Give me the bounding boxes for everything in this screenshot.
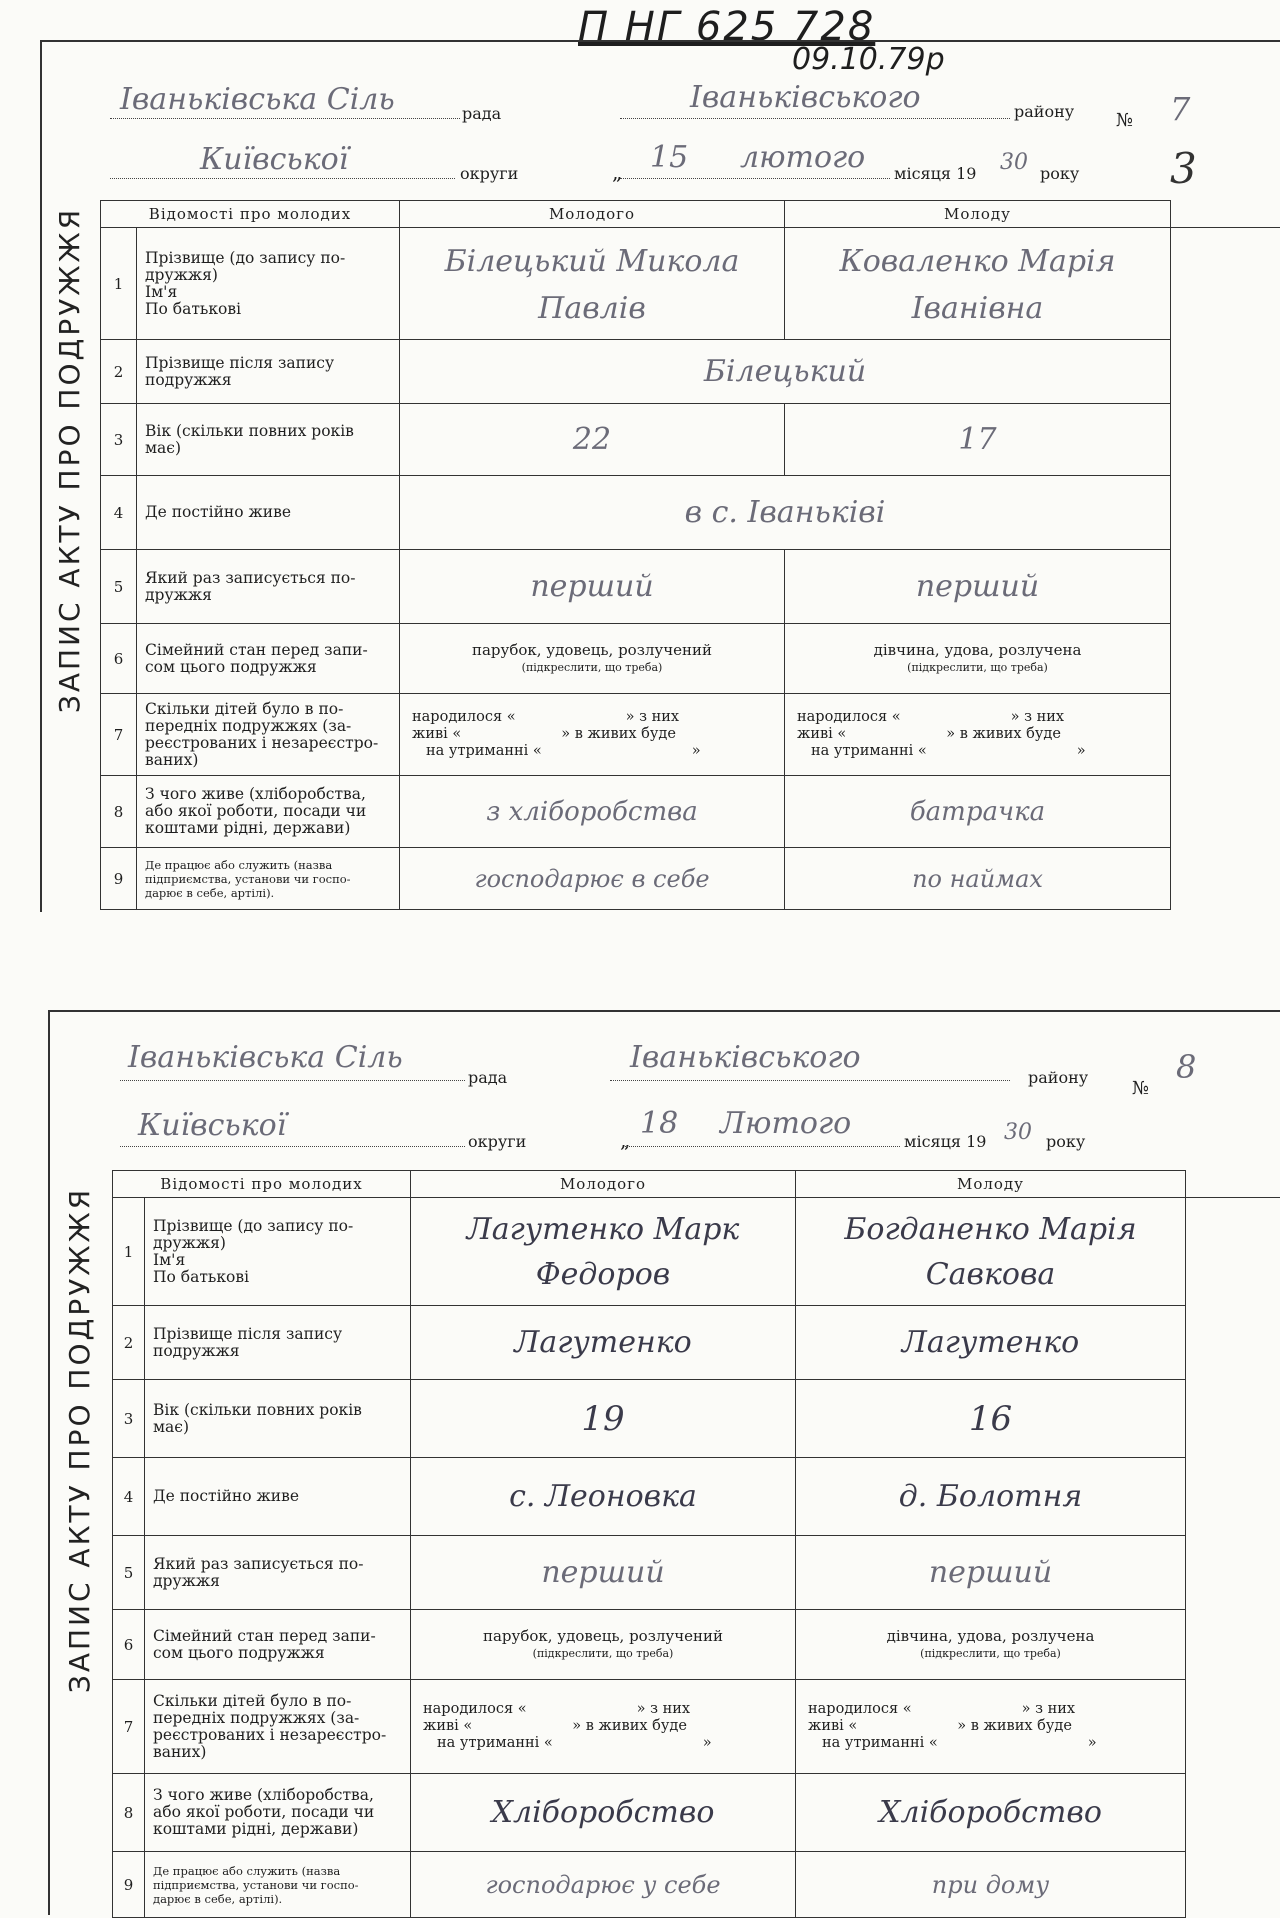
row-label: Вік (скільки повних років має) xyxy=(137,404,400,476)
table-header-row xyxy=(101,201,1280,228)
row-label: Скільки дітей було в по- передніх подружжях (за- реєстрованих і незареєстро- ваних) xyxy=(145,1680,411,1774)
groom-cell: народилося « » з них живі « » в живих буде на утриманні « » xyxy=(411,1680,796,1774)
groom-cell: господарює в себе xyxy=(400,848,785,910)
number-value: 7 xyxy=(1170,90,1190,128)
year-label: року xyxy=(1046,1132,1085,1151)
table-row: 5 Який раз записується по- дружжя перший перший xyxy=(113,1536,1280,1610)
marriage-table xyxy=(112,1170,1280,1918)
table-row: 6 Сімейний стан перед запи- сом цього подружжя парубок, удовець, розлучений (підкреслити, що треба) дівчина, удова, розлучена (підкреслити, що треба) xyxy=(113,1610,1280,1680)
number-sub: 3 xyxy=(1170,144,1197,193)
table-row: 8 З чого живе (хліборобства, або якої роботи, посади чи коштами рідні, держави) з хліборобства батрачка xyxy=(101,776,1280,848)
table-row: 9 Де працює або служить (назва підприємства, установи чи госпо- дарює в себе, артілі). господарює у себе при дому xyxy=(113,1852,1280,1918)
bride-cell: Лагутенко xyxy=(796,1306,1186,1380)
column-header-bride: Молоду xyxy=(785,201,1171,228)
marriage-record-form-1: ЗАПИС АКТУ ПРО ПОДРУЖЖЯ Іваньківська Сіль рада Іваньківського району № 7 3 Київської округи „ 15 лютого місяця 19 30 року Відомості про молодих Молодого Молоду 1 Прізвище (до запису по- дружжя) Ім'я По батькові Білецький Микола Павлів Коваленко Марія Іванівна 2 Прізвище після запису подружжя Білецький 3 Вік (скільки повних років має) 22 17 4 Де постійно живе в с. Іваньківі 5 Який раз записується по- дружжя перший перший 6 Сімейний стан перед запи- сом цього подружжя парубок, удовець, розлучений (підкреслити, що треба) дівчина, удова, розлучена (підкреслити, що треба) 7 Скільки дітей було в по- передніх подружжях (за- реєстрованих і незареєстро- ваних) народилося « » з них живі « » в живих буде на утриманні « » народилося « » з них живі « » в живих буде на утриманні « » 8 З чого живе (хліборобства, або якої роботи, посади чи коштами рідні, держави) з хліборобства батрачка 9 Де працює або служить (назва підприємства, установи чи госпо- дарює в себе, артілі). господарює в себе по наймах xyxy=(0,0,1280,930)
bride-cell xyxy=(796,1198,1186,1306)
column-header-info: Відомості про молодих xyxy=(101,201,400,228)
okruha-label: округи xyxy=(460,164,518,183)
bride-cell xyxy=(785,228,1171,340)
okruha-value: Київської xyxy=(200,142,348,177)
table-row: 5 Який раз записується по- дружжя перший перший xyxy=(101,550,1280,624)
table-row xyxy=(101,228,1280,340)
bride-cell: дівчина, удова, розлучена (підкреслити, що треба) xyxy=(796,1610,1186,1680)
day-value: 18 xyxy=(640,1106,678,1141)
row-label: Де постійно живе xyxy=(145,1458,411,1536)
raion-value: Іваньківського xyxy=(690,80,921,115)
day-value: 15 xyxy=(650,140,688,175)
groom-cell: народилося « » з них живі « » в живих буде на утриманні « » xyxy=(400,694,785,776)
groom-cell xyxy=(411,1198,796,1306)
month-label: місяця 19 xyxy=(904,1132,986,1151)
rada-value: Іваньківська Сіль xyxy=(128,1040,403,1075)
year-value: 30 xyxy=(1004,1120,1032,1145)
okruha-value: Київської xyxy=(138,1108,286,1143)
row-label: Скільки дітей було в по- передніх подружжях (за- реєстрованих і незареєстро- ваних) xyxy=(137,694,400,776)
table-row: 9 Де працює або служить (назва підприємства, установи чи госпо- дарює в себе, артілі). господарює в себе по наймах xyxy=(101,848,1280,910)
joint-surname: Білецький xyxy=(704,354,866,389)
bride-cell: при дому xyxy=(796,1852,1186,1918)
row-label: Де працює або служить (назва підприємства, установи чи госпо- дарює в себе, артілі). xyxy=(145,1852,411,1918)
groom-cell: Лагутенко xyxy=(411,1306,796,1380)
table-row: 8 З чого живе (хліборобства, або якої роботи, посади чи коштами рідні, держави) Хліборобство Хліборобство xyxy=(113,1774,1280,1852)
bride-cell: Хліборобство xyxy=(796,1774,1186,1852)
row-label: Сімейний стан перед запи- сом цього подружжя xyxy=(145,1610,411,1680)
bride-patronymic: Савкова xyxy=(796,1257,1185,1292)
raion-label: району xyxy=(1028,1068,1088,1087)
table-row: 2 Прізвище після запису подружжя Лагутенко Лагутенко xyxy=(113,1306,1280,1380)
bride-cell: батрачка xyxy=(785,776,1171,848)
bride-name: Богданенко Марія xyxy=(796,1212,1185,1247)
row-label: Вік (скільки повних років має) xyxy=(145,1380,411,1458)
table-row: 3 Вік (скільки повних років має) 19 16 xyxy=(113,1380,1280,1458)
archive-code: П НГ 625 728 xyxy=(578,4,875,50)
table-row: 7 Скільки дітей було в по- передніх подружжях (за- реєстрованих і незареєстро- ваних) народилося « » з них живі « » в живих буде на утриманні « » народилося « » з них живі « » в живих буде на утриманні « » xyxy=(101,694,1280,776)
raion-value: Іваньківського xyxy=(630,1040,861,1075)
archive-date: 09.10.79р xyxy=(792,42,945,77)
table-row: 3 Вік (скільки повних років має) 22 17 xyxy=(101,404,1280,476)
groom-cell: 19 xyxy=(411,1380,796,1458)
row-number: 1 xyxy=(101,228,137,340)
joint-cell xyxy=(400,476,1171,550)
bride-cell xyxy=(785,404,1171,476)
rada-value: Іваньківська Сіль xyxy=(120,82,395,117)
row-label: Прізвище після запису подружжя xyxy=(137,340,400,404)
row-label: З чого живе (хліборобства, або якої роботи, посади чи коштами рідні, держави) xyxy=(137,776,400,848)
groom-name: Лагутенко Марк xyxy=(411,1212,795,1247)
bride-cell: народилося « » з них живі « » в живих буде на утриманні « » xyxy=(785,694,1171,776)
number-label: № xyxy=(1116,110,1133,131)
row-label: З чого живе (хліборобства, або якої роботи, посади чи коштами рідні, держави) xyxy=(145,1774,411,1852)
table-row: 7 Скільки дітей було в по- передніх подружжях (за- реєстрованих і незареєстро- ваних) народилося « » з них живі « » в живих буде на утриманні « » народилося « » з них живі « » в живих буде на утриманні « » xyxy=(113,1680,1280,1774)
groom-cell xyxy=(400,404,785,476)
month-value: лютого xyxy=(740,140,865,175)
row-label: Прізвище (до запису по- дружжя) Ім'я По батькові xyxy=(145,1198,411,1306)
row-label: Де постійно живе xyxy=(137,476,400,550)
bride-cell: перший xyxy=(796,1536,1186,1610)
bride-patronymic: Іванівна xyxy=(785,291,1170,326)
bride-name: Коваленко Марія xyxy=(785,244,1170,279)
number-label: № xyxy=(1132,1078,1149,1099)
column-header-bride: Молоду xyxy=(796,1171,1186,1198)
bride-cell: народилося « » з них живі « » в живих буде на утриманні « » xyxy=(796,1680,1186,1774)
groom-patronymic: Павлів xyxy=(400,291,784,326)
groom-cell xyxy=(400,228,785,340)
raion-label: району xyxy=(1014,102,1074,121)
rada-label: рада xyxy=(462,104,501,123)
groom-cell: перший xyxy=(400,550,785,624)
column-header-groom: Молодого xyxy=(400,201,785,228)
groom-cell: з хліборобства xyxy=(400,776,785,848)
rada-label: рада xyxy=(468,1068,507,1087)
form-side-title: ЗАПИС АКТУ ПРО ПОДРУЖЖЯ xyxy=(60,1080,100,1800)
table-row: 2 Прізвище після запису подружжя Білецький xyxy=(101,340,1280,404)
row-label: Прізвище (до запису по- дружжя) Ім'я По батькові xyxy=(137,228,400,340)
year-label: року xyxy=(1040,164,1079,183)
marriage-table xyxy=(100,200,1280,910)
bride-cell: д. Болотня xyxy=(796,1458,1186,1536)
okruha-label: округи xyxy=(468,1132,526,1151)
bride-cell: 16 xyxy=(796,1380,1186,1458)
row-label: Який раз записується по- дружжя xyxy=(137,550,400,624)
number-value: 8 xyxy=(1176,1048,1196,1086)
month-value: Лютого xyxy=(720,1106,851,1141)
record-number-box xyxy=(1124,1030,1244,1130)
form-side-title: ЗАПИС АКТУ ПРО ПОДРУЖЖЯ xyxy=(50,100,90,820)
groom-cell: с. Леоновка xyxy=(411,1458,796,1536)
row-label: Сімейний стан перед запи- сом цього подружжя xyxy=(137,624,400,694)
column-header-groom: Молодого xyxy=(411,1171,796,1198)
bride-cell: перший xyxy=(785,550,1171,624)
groom-cell: господарює у себе xyxy=(411,1852,796,1918)
row-label: Де працює або служить (назва підприємства, установи чи госпо- дарює в себе, артілі). xyxy=(137,848,400,910)
joint-cell xyxy=(400,340,1171,404)
row-label: Прізвище після запису подружжя xyxy=(145,1306,411,1380)
groom-name: Білецький Микола xyxy=(400,244,784,279)
groom-cell: парубок, удовець, розлучений (підкреслити, що треба) xyxy=(400,624,785,694)
groom-cell: парубок, удовець, розлучений (підкреслити, що треба) xyxy=(411,1610,796,1680)
row-label: Який раз записується по- дружжя xyxy=(145,1536,411,1610)
column-header-info: Відомості про молодих xyxy=(113,1171,411,1198)
bride-age: 17 xyxy=(958,422,996,457)
table-row: 6 Сімейний стан перед запи- сом цього подружжя парубок, удовець, розлучений (підкреслити, що треба) дівчина, удова, розлучена (підкреслити, що треба) xyxy=(101,624,1280,694)
groom-cell: перший xyxy=(411,1536,796,1610)
groom-patronymic: Федоров xyxy=(411,1257,795,1292)
table-row: 4 Де постійно живе в с. Іваньківі xyxy=(101,476,1280,550)
month-label: місяця 19 xyxy=(894,164,976,183)
table-row: 1 Прізвище (до запису по- дружжя) Ім'я По батькові Лагутенко Марк Федоров Богданенко Марія Савкова xyxy=(113,1198,1280,1306)
table-row: 4 Де постійно живе с. Леоновка д. Болотня xyxy=(113,1458,1280,1536)
marriage-record-form-2: ЗАПИС АКТУ ПРО ПОДРУЖЖЯ Іваньківська Сіль рада Іваньківського району № 8 Київської округи „ 18 Лютого місяця 19 30 року Відомості про молодих Молодого Молоду 1 Прізвище (до запису по- дружжя) Ім'я По батькові Лагутенко Марк Федоров Богданенко Марія Савкова 2 Прізвище після запису подружжя Лагутенко Лагутенко 3 Вік (скільки повних років має) 19 16 4 Де постійно живе с. Леоновка д. Болотня 5 Який раз записується по- дружжя перший перший 6 Сімейний стан перед запи- сом цього подружжя парубок, удовець, розлучений (підкреслити, що треба) дівчина, удова, розлучена (підкреслити, що треба) 7 Скільки дітей було в по- передніх подружжях (за- реєстрованих і незареєстро- ваних) народилося « » з них живі « » в живих буде на утриманні « » народилося « » з них живі « » в живих буде на утриманні « » 8 З чого живе (хліборобства, або якої роботи, посади чи коштами рідні, держави) Хліборобство Хліборобство 9 Де працює або служить (назва підприємства, установи чи госпо- дарює в себе, артілі). господарює у себе при дому xyxy=(0,1000,1280,1913)
groom-cell: Хліборобство xyxy=(411,1774,796,1852)
bride-cell: дівчина, удова, розлучена (підкреслити, що треба) xyxy=(785,624,1171,694)
table-header-row xyxy=(113,1171,1280,1198)
year-value: 30 xyxy=(1000,150,1028,175)
bride-cell: по наймах xyxy=(785,848,1171,910)
record-number-box xyxy=(1108,90,1174,200)
groom-age: 22 xyxy=(573,422,611,457)
joint-residence: в с. Іваньківі xyxy=(685,495,886,530)
